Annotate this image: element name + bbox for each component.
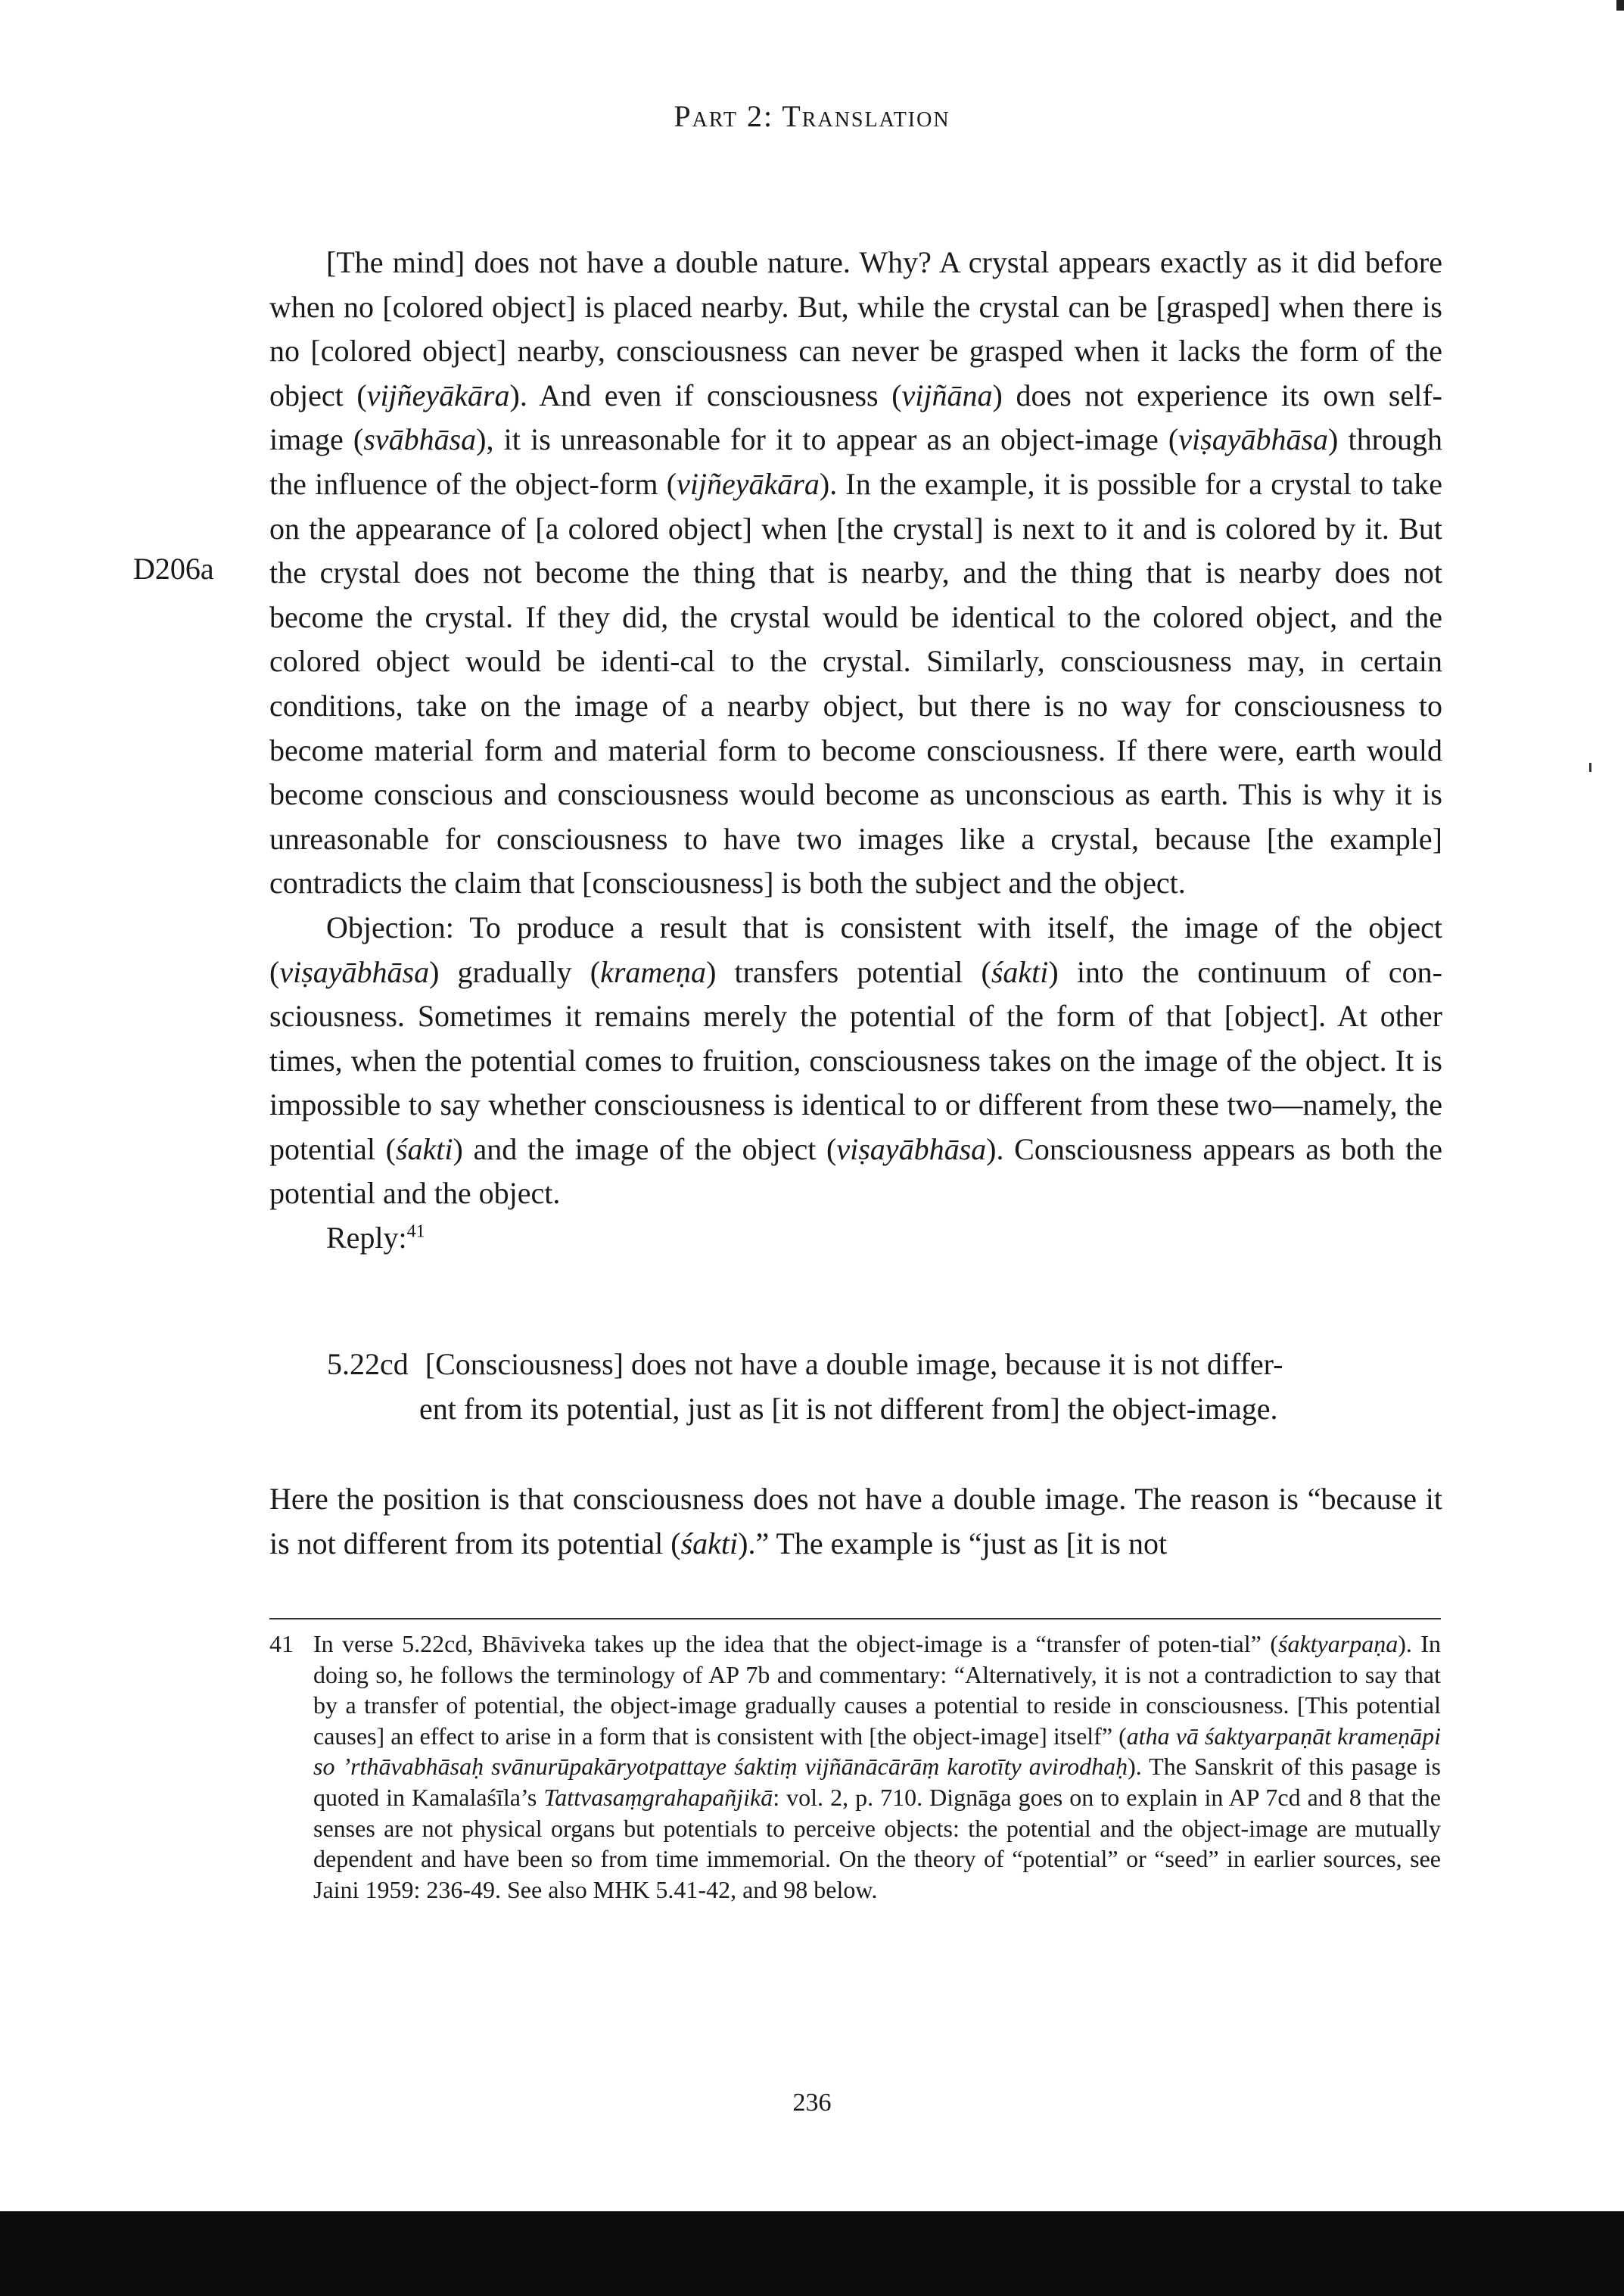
italic-term: viṣayābhāsa bbox=[279, 954, 430, 989]
italic-term: śakti bbox=[680, 1526, 739, 1560]
verse-line: [Consciousness] does not have a double image, because it is not differ- bbox=[425, 1347, 1283, 1381]
paragraph bbox=[269, 241, 1442, 906]
paragraph bbox=[269, 1477, 1442, 1566]
reply-label: Reply: bbox=[326, 1221, 407, 1255]
italic-term: vijñeyākāra bbox=[366, 378, 510, 412]
italic-term: krameṇa bbox=[600, 954, 707, 989]
italic-term: vijñāna bbox=[901, 378, 993, 412]
reply-line bbox=[269, 1216, 1442, 1261]
footnote-ref: 41 bbox=[406, 1221, 425, 1242]
italic-term: Tattvasaṃgrahapañjikā bbox=[543, 1783, 773, 1811]
text-run: ) through the influence of the object-form ( bbox=[269, 422, 1442, 501]
footnote-number: 41 bbox=[269, 1630, 294, 1657]
text-run: ).” The example is “just as [it is not bbox=[738, 1526, 1168, 1560]
scan-corner-mark bbox=[1616, 0, 1624, 11]
text-run: Objection: To produce a result that is consistent with itself, the image of the object ( bbox=[269, 910, 1442, 989]
italic-term: śakti bbox=[991, 954, 1049, 989]
text-run: : vol. 2, p. 710. Dignāga goes on to explain in AP 7cd and 8 that the senses are not physical organs but potentials to perceive objects: the potential and the object-image are mutually dependent and have been so from time immemorial. On the theory of “potential” or “seed” in earlier sources, see Jaini 1959: 236-49. See also MHK 5.41-42, and 98 below. bbox=[313, 1783, 1442, 1903]
footnote-rule bbox=[269, 1618, 1441, 1619]
text-run: ). In the example, it is possible for a crystal to take on the appearance of [a colored object] when [the crystal] is next to it and is colored by it. But the crystal does not become the thing that is nearby, and the thing that is nearby does not become the crystal. If they did, the crystal would be identical to the colored object, and the colored object would be identi-cal to the crystal. Similarly, consciousness may, in certain conditions, take on the image of a nearby object, but there is no way for consciousness to become material form and material form to become consciousness. If there were, earth would become conscious and consciousness would become as unconscious as earth. This is why it is unreasonable for consciousness to have two images like a crystal, because [the example] contradicts the claim that [consciousness] is both the subject and the object. bbox=[269, 466, 1442, 901]
footnote-text bbox=[313, 1629, 1441, 1905]
italic-term: atha vā śaktyarpaṇāt krameṇāpi so ’rthāvabhāsaḥ svānurūpakāryotpattaye śaktiṃ vijñānācārāṃ karotīty avirodhaḥ bbox=[313, 1722, 1442, 1781]
paragraph bbox=[269, 906, 1442, 1216]
commentary-text bbox=[269, 1477, 1442, 1566]
margin-reference: D206a bbox=[133, 552, 214, 586]
verse-number: 5.22cd bbox=[327, 1347, 409, 1381]
footnote bbox=[269, 1629, 1441, 1905]
text-run: ). And even if consciousness ( bbox=[509, 378, 902, 412]
main-text bbox=[269, 241, 1442, 1261]
italic-term: śaktyarpaṇa bbox=[1278, 1630, 1398, 1657]
running-header: Part 2: Translation bbox=[674, 99, 950, 133]
italic-term: śakti bbox=[395, 1131, 453, 1166]
text-run: ) transfers potential ( bbox=[706, 954, 991, 989]
scan-edge-band bbox=[0, 2211, 1624, 2296]
text-run: ). In doing so, he follows the terminology of AP 7b and commentary: “Alternatively, it is not a contradiction to say that by a transfer of potential, the object-image gradually causes a potential to reside in consciousness. [This potential causes] an effect to arise in a form that is consistent with [the object-image] itself” ( bbox=[313, 1630, 1442, 1750]
text-run: Here the position is that consciousness does not have a double image. The reason is “because it is not different from its potential ( bbox=[269, 1482, 1442, 1560]
page-number: 236 bbox=[792, 2089, 832, 2117]
text-run: ), it is unreasonable for it to appear as an object-image ( bbox=[476, 422, 1179, 457]
text-run: ) into the continuum of con-sciousness. Sometimes it remains merely the potential of the form of that [object]. At other times, when the potential comes to fruition, consciousness takes on the image of the object. It is impossible to say whether consciousness is identical to or different from these two—namely, the potential ( bbox=[269, 954, 1443, 1166]
text-run: In verse 5.22cd, Bhāviveka takes up the idea that the object-image is a “transfer of poten-tial” ( bbox=[313, 1630, 1278, 1657]
text-run: ) and the image of the object ( bbox=[453, 1131, 837, 1166]
verse-line: ent from its potential, just as [it is not different from] the object-image. bbox=[419, 1391, 1278, 1426]
text-run: [The mind] does not have a double nature. Why? A crystal appears exactly as it did before when no [colored object] is placed nearby. But, while the crystal can be [grasped] when there is no [colored object] nearby, consciousness can never be grasped when it lacks the form of the object ( bbox=[269, 245, 1442, 412]
italic-term: viṣayābhāsa bbox=[1178, 422, 1329, 457]
text-run: ) gradually ( bbox=[429, 954, 601, 989]
italic-term: svābhāsa bbox=[363, 422, 477, 457]
verse-block bbox=[327, 1342, 1386, 1431]
text-run: ). Consciousness appears as both the potential and the object. bbox=[269, 1131, 1442, 1211]
text-run: ) does not experience its own self-image ( bbox=[269, 378, 1442, 457]
text-run: ). The Sanskrit of this pasage is quoted in Kamalaśīla’s bbox=[313, 1753, 1442, 1811]
italic-term: vijñeyākāra bbox=[677, 466, 820, 501]
scan-stray-mark bbox=[1589, 763, 1591, 772]
italic-term: viṣayābhāsa bbox=[836, 1131, 987, 1166]
